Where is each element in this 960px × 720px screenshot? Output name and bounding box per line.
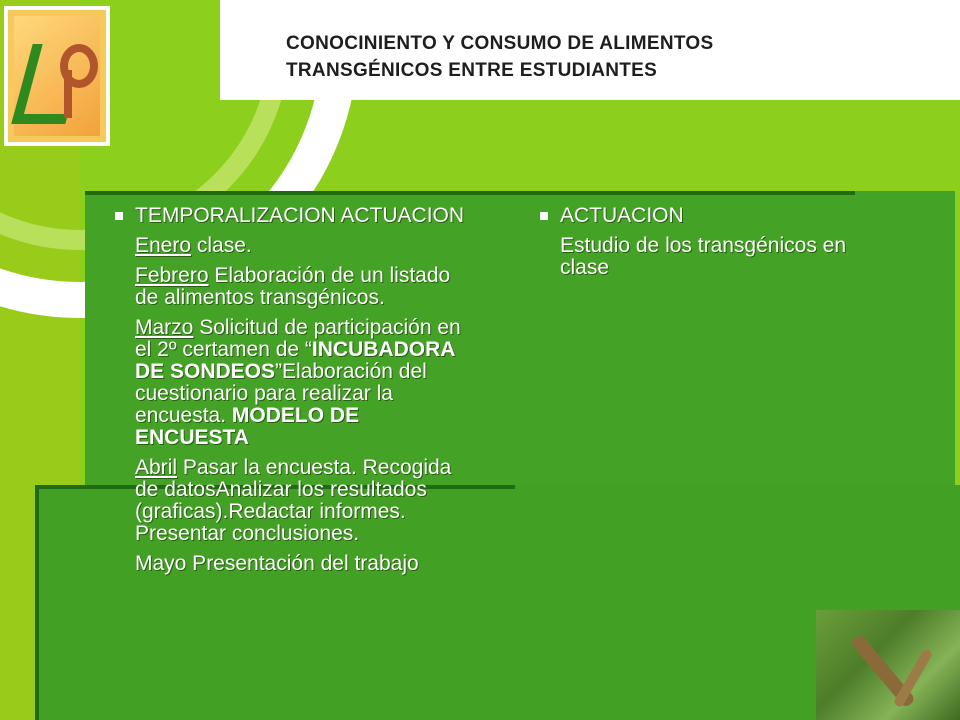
panel-left-border [35,485,39,720]
entry-mayo [112,553,472,575]
text-abril: Pasar la encuesta. Recogida de datosAnalizar los resultados (graficas).Redactar informes. Presentar conclusiones. [135,456,452,545]
bullet-actuacion [537,205,897,227]
month-febrero: Febrero [135,264,209,287]
square-bullet-icon [115,212,123,220]
left-heading: TEMPORALIZACION ACTUACION [135,204,465,227]
text-febrero: Elaboración de un listado de alimentos transgénicos. [135,264,451,309]
entry-actuacion [537,235,897,279]
text-actuacion: Estudio de los transgénicos en clase [560,234,847,279]
slide-title [286,30,926,84]
insect-photo [816,610,960,720]
bullet-temporalizacion [112,205,472,227]
right-column [537,205,897,287]
entry-abril [112,457,472,545]
text-marzo-bold-2: MODELO DE ENCUESTA [135,404,360,449]
entry-marzo [112,317,472,449]
month-marzo: Marzo [135,316,194,339]
month-enero: Enero [135,234,192,257]
entry-febrero [112,265,472,309]
panel-top-border [85,191,855,195]
text-marzo-2: ”Elaboración del cuestionario para realizar la encuesta. [135,360,427,427]
title-line-2: TRANSGÉNICOS ENTRE ESTUDIANTES [286,60,658,81]
month-abril: Abril [135,456,178,479]
text-marzo-bold-1: INCUBADORA DE SONDEOS [135,338,455,383]
title-line-1: CONOCINIENTO Y CONSUMO DE ALIMENTOS [286,33,714,54]
vp-logo [8,10,106,142]
entry-enero [112,235,472,257]
square-bullet-icon [540,212,548,220]
right-heading: ACTUACION [560,204,684,227]
text-marzo-1: Solicitud de participación en el 2º certamen de “ [135,316,461,361]
left-column [112,205,472,583]
text-enero: clase. [191,234,252,257]
text-mayo: Mayo Presentación del trabajo [135,552,419,575]
